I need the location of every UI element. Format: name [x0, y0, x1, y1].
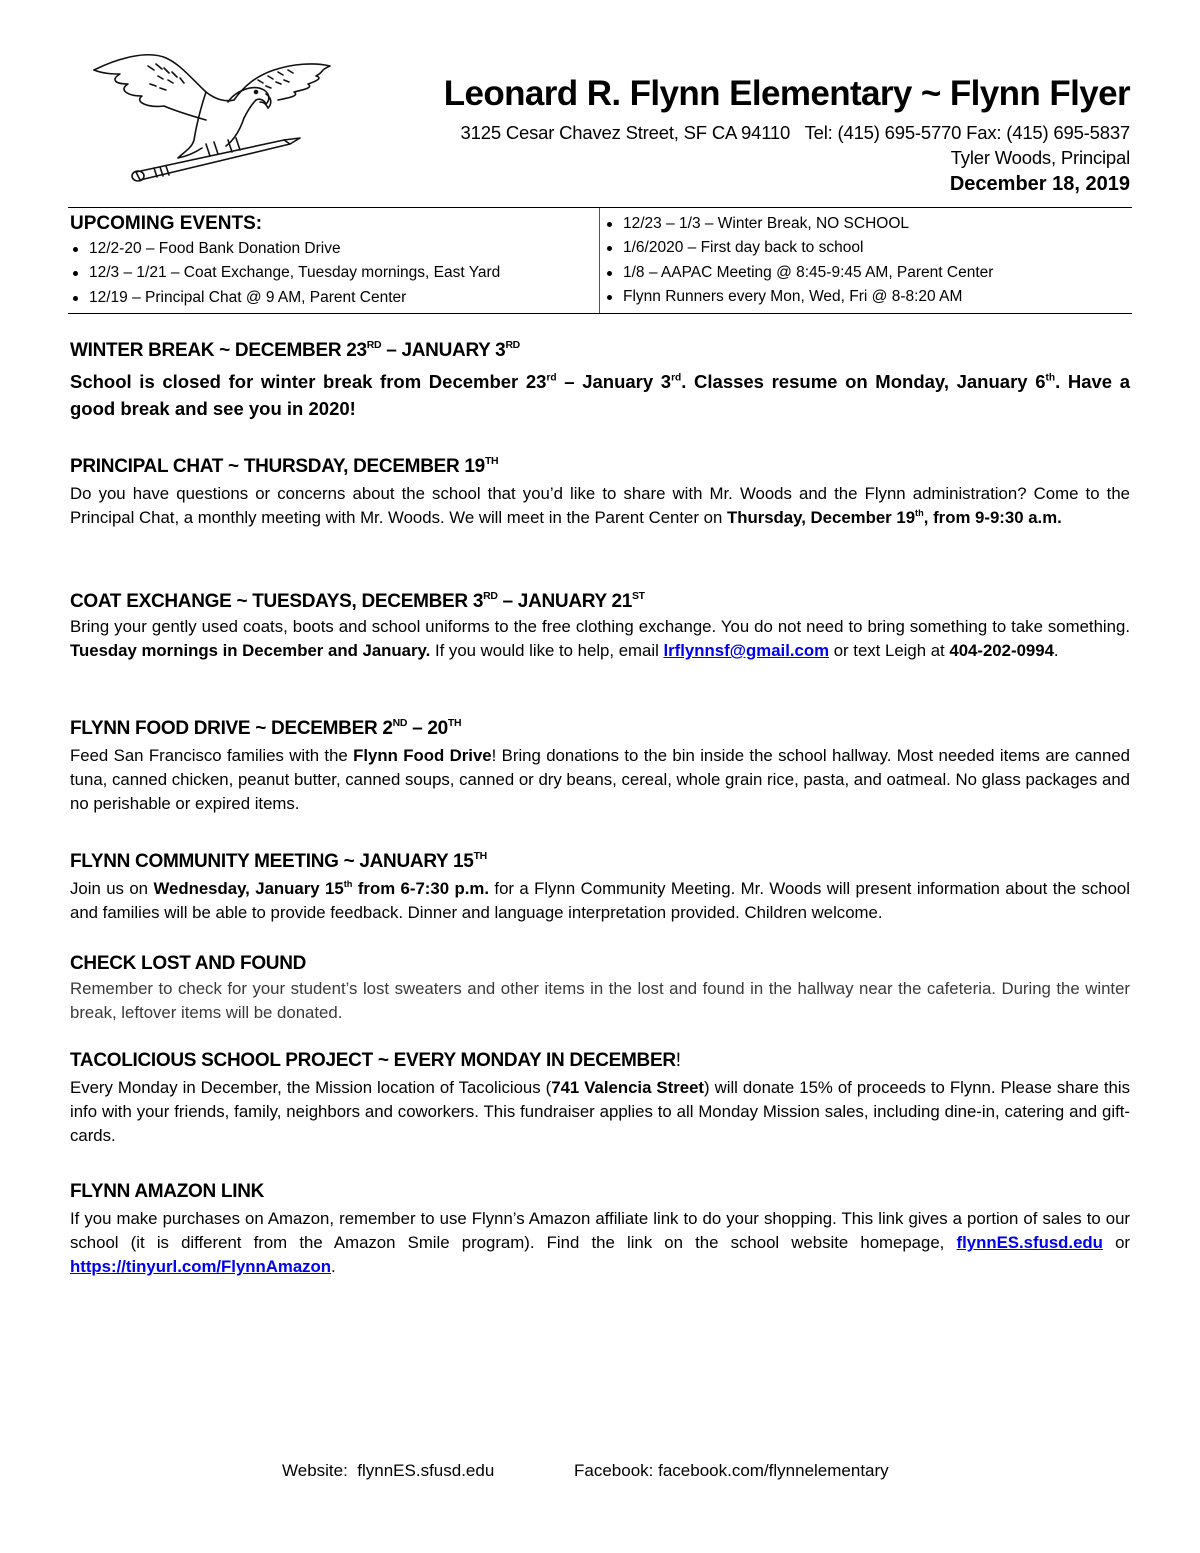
- event-item: Flynn Runners every Mon, Wed, Fri @ 8-8:20 AM: [604, 285, 1132, 309]
- event-item: 12/23 – 1/3 – Winter Break, NO SCHOOL: [604, 212, 1132, 236]
- body-text: . Classes resume on Monday, January 6: [681, 371, 1046, 392]
- section-coat-exchange: [70, 589, 1130, 663]
- body-text: or text Leigh at: [829, 641, 950, 660]
- section-community-meeting: [70, 849, 1130, 925]
- upcoming-events-heading: UPCOMING EVENTS:: [70, 213, 263, 234]
- body-text: Bring your gently used coats, boots and school uniforms to the free clothing exchange. You do not need to bring something to take something.: [70, 617, 1130, 636]
- body-text: ! Bring donations to the bin inside the school hallway. Most needed items are canned tuna, canned chicken, peanut butter, canned soups, canned or dry beans, cereal, whole grain rice, pasta, and oatmeal. No glass packages and no perishable or expired items.: [70, 746, 1131, 813]
- section-body: [70, 744, 1130, 816]
- ordinal-suffix: rd: [546, 372, 557, 384]
- ordinal-suffix: RD: [483, 591, 498, 603]
- body-text: Feed San Francisco families with the: [70, 746, 354, 765]
- event-item: 12/3 – 1/21 – Coat Exchange, Tuesday mornings, East Yard: [70, 261, 599, 285]
- section-body: [70, 482, 1130, 530]
- event-item: 12/2-20 – Food Bank Donation Drive: [70, 237, 599, 261]
- upcoming-events-right-column: [600, 208, 1132, 313]
- school-website-link[interactable]: flynnES.sfusd.edu: [956, 1233, 1103, 1252]
- ordinal-suffix: ND: [392, 718, 408, 730]
- body-bold-text: Wednesday, January 15: [153, 879, 344, 898]
- newsletter-title: Leonard R. Flynn Elementary ~ Flynn Flyer: [443, 74, 1130, 113]
- ordinal-suffix: th: [343, 879, 353, 890]
- body-text: for a Flynn Community Meeting. Mr. Woods will present information about the school and families will be able to provide feedback. Dinner and language interpretation provided. Children welcome.: [70, 879, 1130, 922]
- heading-text: – 20: [407, 718, 448, 739]
- heading-text: PRINCIPAL CHAT ~ THURSDAY, DECEMBER 19: [70, 456, 485, 477]
- body-bold-text: , from 9-9:30 a.m.: [923, 508, 1062, 527]
- body-text: ) will donate 15% of proceeds to Flynn. Please share this info with your friends, family, neighbors and coworkers. This fundraiser applies to all Monday Mission sales, including dine-in, catering and gift-cards.: [70, 1078, 1130, 1145]
- section-principal-chat: [70, 454, 1130, 530]
- event-item: 1/8 – AAPAC Meeting @ 8:45-9:45 AM, Parent Center: [604, 261, 1132, 285]
- body-bold-text: Tuesday mornings in December and January.: [70, 641, 431, 660]
- ordinal-suffix: RD: [505, 340, 520, 352]
- body-text: or: [1102, 1233, 1130, 1252]
- section-heading: [70, 589, 1130, 615]
- ordinal-suffix: TH: [473, 851, 487, 863]
- body-bold-text: Flynn Food Drive: [353, 746, 492, 765]
- newsletter-date: December 18, 2019: [949, 173, 1130, 195]
- ordinal-suffix: rd: [671, 372, 682, 384]
- ordinal-suffix: TH: [447, 718, 462, 730]
- body-text: – January 3: [556, 371, 672, 392]
- heading-text: TACOLICIOUS SCHOOL PROJECT ~ EVERY MONDAY IN DECEMBER: [70, 1050, 676, 1071]
- footer-facebook: Facebook: facebook.com/flynnelementary: [574, 1461, 889, 1480]
- section-amazon-link: [70, 1179, 1130, 1279]
- principal-name: Tyler Woods, Principal: [950, 147, 1130, 168]
- body-text: School is closed for winter break from December 23: [70, 371, 547, 392]
- section-heading: FLYNN AMAZON LINK: [70, 1181, 265, 1202]
- section-body: [70, 615, 1130, 663]
- body-text: Join us on: [70, 879, 154, 898]
- ordinal-suffix: RD: [366, 340, 382, 352]
- section-heading: [70, 338, 1130, 364]
- heading-text: FLYNN FOOD DRIVE ~ DECEMBER 2: [70, 718, 393, 739]
- school-address-contact: 3125 Cesar Chavez Street, SF CA 94110 Tel: (415) 695-5770 Fax: (415) 695-5837: [460, 122, 1130, 143]
- body-text: .: [1053, 641, 1059, 660]
- body-text: .: [331, 1257, 336, 1276]
- ordinal-suffix: TH: [484, 456, 499, 468]
- section-heading: [70, 716, 1130, 742]
- heading-text: – JANUARY 3: [381, 340, 506, 361]
- section-winter-break: [70, 338, 1130, 422]
- eagle-pencil-logo: [88, 40, 338, 188]
- section-heading: CHECK LOST AND FOUND: [70, 953, 307, 974]
- heading-text: – JANUARY 21: [497, 591, 633, 612]
- heading-text: COAT EXCHANGE ~ TUESDAYS, DECEMBER 3: [70, 591, 484, 612]
- phone-number: 404-202-0994: [949, 641, 1054, 660]
- upcoming-events-table: [68, 207, 1132, 314]
- section-body: [70, 368, 1130, 422]
- body-text: If you make purchases on Amazon, remember to use Flynn’s Amazon affiliate link to do your shopping. This link gives a portion of sales to our school (it is different from the Amazon Smile program). Find the link on the school website homepage,: [70, 1209, 1130, 1252]
- heading-text: !: [675, 1050, 681, 1071]
- body-bold-text: Thursday, December 19: [726, 508, 916, 527]
- section-heading: [70, 454, 1130, 480]
- ordinal-suffix: th: [1045, 372, 1056, 384]
- ordinal-suffix: th: [915, 508, 924, 519]
- body-bold-text: 741 Valencia Street: [551, 1078, 704, 1097]
- ordinal-suffix: ST: [632, 591, 645, 603]
- heading-text: WINTER BREAK ~ DECEMBER 23: [70, 340, 367, 361]
- section-body: [70, 1207, 1130, 1279]
- upcoming-events-left-column: [68, 208, 600, 313]
- event-item: 1/6/2020 – First day back to school: [604, 236, 1132, 260]
- section-heading: [70, 1048, 1130, 1074]
- email-link[interactable]: lrflynnsf@gmail.com: [663, 641, 830, 660]
- section-food-drive: [70, 716, 1130, 816]
- body-text: Every Monday in December, the Mission location of Tacolicious (: [70, 1078, 552, 1097]
- body-text: If you would like to help, email: [430, 641, 664, 660]
- section-heading: [70, 849, 1130, 875]
- section-lost-and-found: [70, 951, 1130, 1025]
- body-text: . Have a good break and see you in 2020!: [70, 371, 1131, 419]
- section-body: [70, 1076, 1130, 1148]
- event-item: 12/19 – Principal Chat @ 9 AM, Parent Center: [70, 286, 599, 310]
- body-bold-text: from 6-7:30 p.m.: [352, 879, 489, 898]
- footer-website: Website: flynnES.sfusd.edu: [282, 1461, 495, 1480]
- section-body: [70, 877, 1130, 925]
- section-tacolicious: [70, 1048, 1130, 1148]
- amazon-affiliate-link[interactable]: https://tinyurl.com/FlynnAmazon: [70, 1257, 332, 1276]
- heading-text: FLYNN COMMUNITY MEETING ~ JANUARY 15: [70, 851, 474, 872]
- section-body: Remember to check for your student’s lost sweaters and other items in the lost and found in the hallway near the cafeteria. During the winter break, leftover items will be donated.: [70, 979, 1130, 1022]
- body-text: Do you have questions or concerns about the school that you’d like to share with Mr. Woods and the Flynn administration? Come to the Principal Chat, a monthly meeting with Mr. Woods. We will meet in the Parent Center on: [70, 484, 1130, 527]
